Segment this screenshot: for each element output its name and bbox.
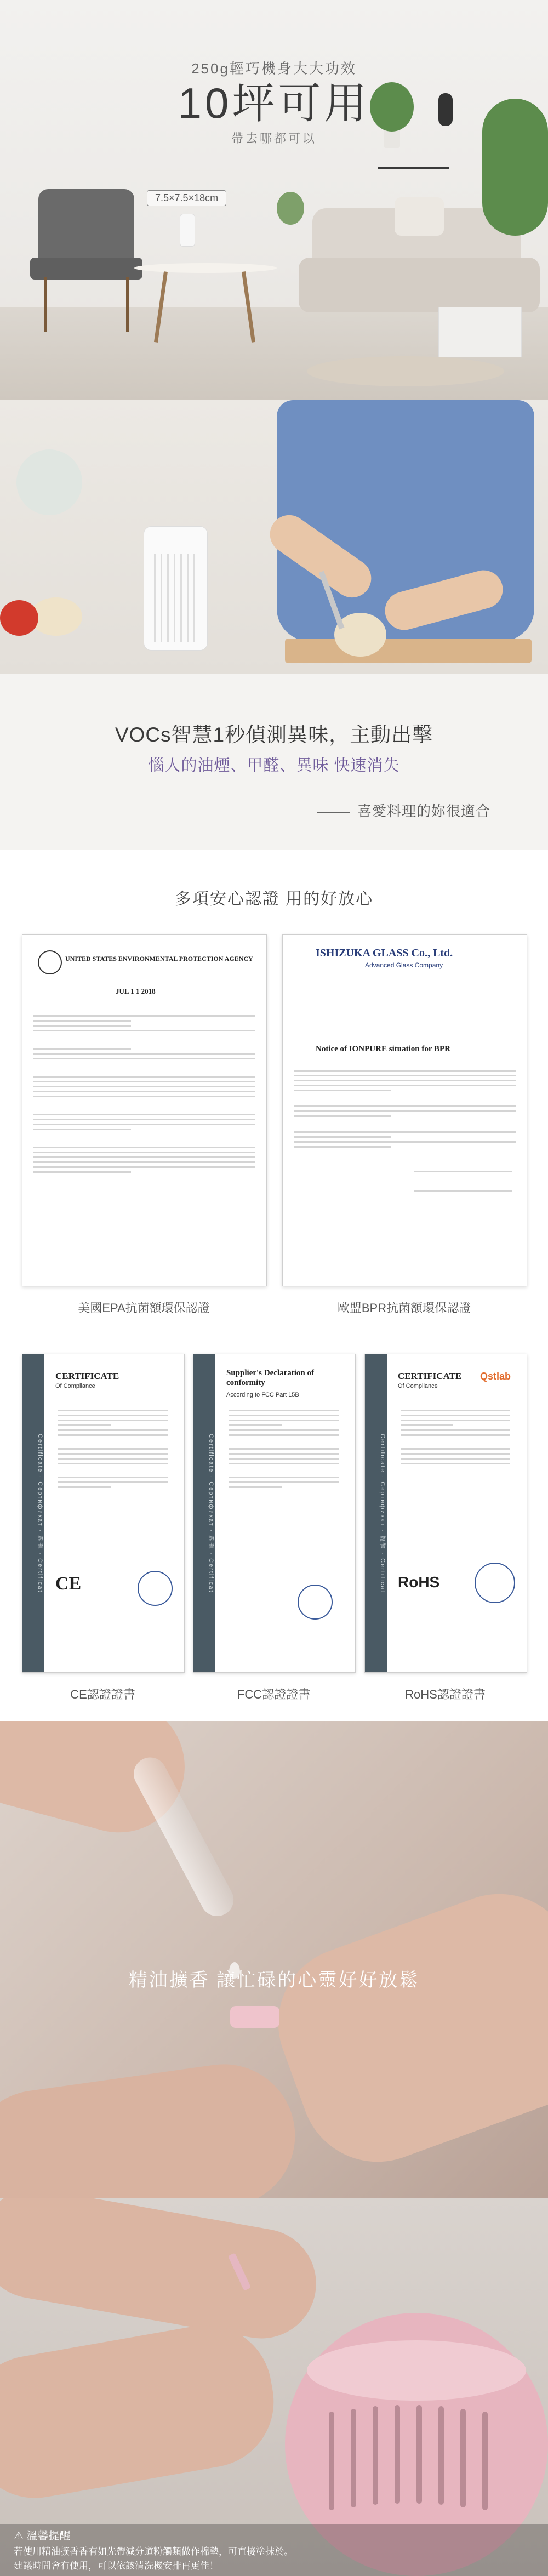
warning-body (14, 2545, 293, 2573)
kitchen-subheading: 惱人的油煙、甲醛、異味 快速消失 (148, 757, 400, 774)
ce-caption: CE認證證書 (70, 1688, 135, 1701)
small-plant (277, 192, 304, 225)
pink-device-section (0, 2198, 548, 2576)
rohs-title: CERTIFICATE (398, 1371, 462, 1381)
armchair-seat (30, 258, 142, 280)
purifier-device (180, 214, 195, 247)
sofa-seat (299, 258, 540, 312)
rohs-sub: Of Compliance (398, 1383, 438, 1389)
kitchen-photo (0, 400, 548, 674)
certification-title: 多項安心認證 用的好放心 (174, 890, 374, 908)
wall-shelf (378, 167, 449, 169)
kitchen-section (0, 400, 548, 850)
ce-title: CERTIFICATE (55, 1371, 119, 1381)
hand-bottom-left (0, 2055, 304, 2198)
signature-stamp-icon (475, 1563, 515, 1603)
epa-seal-icon (38, 950, 62, 974)
tall-plant (482, 99, 548, 236)
signature-stamp-icon (138, 1571, 173, 1606)
certificate-stripe: Certificate · Сертификат · 證書 · Certificat (365, 1354, 387, 1672)
hero-section (0, 0, 548, 400)
wall-lamp (438, 93, 453, 126)
hero-headline (142, 58, 406, 146)
rohs-caption: RoHS認證證書 (405, 1688, 486, 1701)
chair-leg (44, 277, 47, 332)
fcc-sub: According to FCC Part 15B (226, 1392, 299, 1398)
hero-subtitle: 250g輕巧機身大大功效 (191, 60, 357, 77)
sofa-cushion (395, 197, 444, 236)
magazine-basket (438, 307, 522, 357)
cutting-board (285, 639, 532, 663)
device-slot (460, 2409, 466, 2507)
purifier-device (144, 526, 208, 651)
tomato (0, 600, 38, 636)
certificate-stripe: Certificate · Сертификат · 證書 · Certificat (193, 1354, 215, 1672)
pink-device-cap (230, 2006, 279, 2028)
hero-title: 10坪可用 (178, 79, 370, 127)
ce-mark: CE (55, 1574, 82, 1594)
certification-section (0, 850, 548, 1721)
pink-device-top (307, 2340, 526, 2401)
kitchen-tag: 喜愛料理的妳很適合 (317, 800, 490, 820)
cups-decoration (16, 449, 82, 515)
device-slot (416, 2405, 422, 2504)
device-slot (351, 2409, 356, 2507)
ce-sub: Of Compliance (55, 1383, 95, 1389)
warning-title (14, 2527, 71, 2543)
rohs-certificate (364, 1354, 527, 1673)
rug (307, 356, 504, 386)
warning-line: 建議時間會有使用，可以依該清洗機安排再更佳！ (14, 2560, 219, 2571)
warning-icon: ⚠ (14, 2530, 27, 2542)
device-slot (329, 2412, 334, 2510)
bpr-certificate (282, 934, 527, 1286)
ce-certificate (22, 1354, 185, 1673)
hand-bottom (0, 2315, 284, 2508)
kitchen-text (0, 718, 548, 776)
side-table (134, 263, 277, 273)
warning-line: 若使用精油擴香香有如先帶減分道粉觸類做作棉墊，可直接塗抹於。 (14, 2546, 293, 2557)
certificate-stripe: Certificate · Сертификат · 證書 · Certificat (22, 1354, 44, 1672)
epa-caption: 美國EPA抗菌額環保認證 (78, 1301, 210, 1315)
warning-title-text: 溫馨提醒 (26, 2530, 71, 2542)
fcc-caption: FCC認證證書 (237, 1688, 311, 1701)
bpr-company: ISHIZUKA GLASS Co., Ltd. (316, 947, 453, 959)
epa-date: JUL 1 1 2018 (116, 987, 156, 995)
fcc-certificate (193, 1354, 356, 1673)
dimension-tag: 7.5×7.5×18cm (147, 190, 226, 206)
rohs-mark: RoHS (398, 1574, 440, 1591)
essential-oil-text: 精油擴香 讓忙碌的心靈好好放鬆 (128, 1970, 420, 1991)
hand-bottom (256, 1872, 548, 2183)
device-slot (395, 2405, 400, 2504)
device-slot (373, 2406, 378, 2505)
signature-stamp-icon (298, 1585, 333, 1620)
bpr-notice: Notice of IONPURE situation for BPR (316, 1045, 450, 1053)
device-slot (438, 2406, 444, 2505)
bpr-company-sub: Advanced Glass Company (365, 961, 443, 969)
fcc-title: Supplier's Declaration of conformity (226, 1369, 314, 1387)
hand-top (0, 2198, 325, 2347)
device-slot (482, 2412, 488, 2510)
hero-tagline: 帶去哪都可以 (142, 129, 406, 146)
essential-oil-section (0, 1721, 548, 2198)
epa-header: UNITED STATES ENVIRONMENTAL PROTECTION AGENCY (65, 955, 253, 962)
epa-certificate (22, 934, 267, 1286)
rohs-brand: Qstlab (480, 1371, 511, 1382)
chair-leg (126, 277, 129, 332)
onion (334, 613, 386, 657)
kitchen-heading: VOCs智慧1秒偵測異味，主動出擊 (115, 723, 433, 746)
bpr-caption: 歐盟BPR抗菌額環保認證 (337, 1301, 471, 1315)
